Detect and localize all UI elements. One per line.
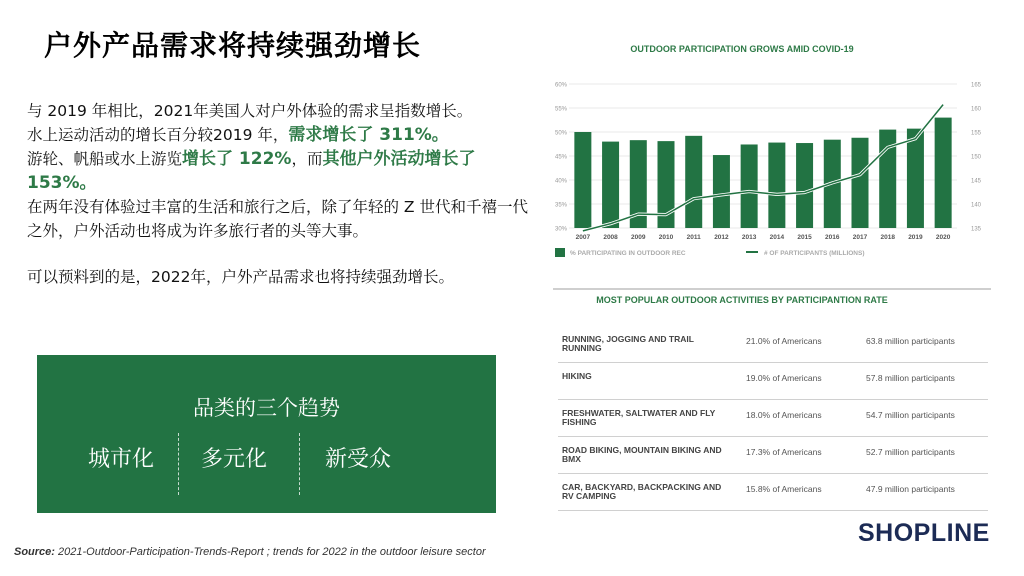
- source-text: 2021-Outdoor-Participation-Trends-Report ; trends for 2022 in the outdoor leisure sector: [54, 546, 486, 558]
- x-tick-label: 2015: [797, 234, 812, 241]
- legend-line-label: # OF PARTICIPANTS (MILLIONS): [764, 250, 865, 257]
- chart-divider: [553, 288, 991, 290]
- trend-urbanization: 城市化: [87, 447, 154, 472]
- y-left-tick-label: 40%: [554, 178, 567, 185]
- paragraph-5: 可以预料到的是，2022年，户外产品需求也将持续强劲增长。: [27, 268, 454, 286]
- legend-bar-swatch: [555, 248, 565, 257]
- x-tick-label: 2016: [825, 234, 840, 241]
- chart-title: OUTDOOR PARTICIPATION GROWS AMID COVID-19: [630, 44, 854, 54]
- y-right-tick-label: 145: [971, 178, 982, 185]
- body-text: [27, 99, 537, 289]
- y-right-tick-label: 160: [971, 106, 982, 113]
- y-right-tick-label: 135: [971, 226, 982, 233]
- x-tick-label: 2018: [880, 234, 895, 241]
- activity-percent: 19.0% of Americans: [746, 373, 822, 383]
- y-right-tick-label: 140: [971, 202, 982, 209]
- table-row: [558, 437, 988, 474]
- x-tick-label: 2011: [686, 234, 701, 241]
- activity-percent: 17.3% of Americans: [746, 447, 822, 457]
- y-left-tick-label: 55%: [554, 106, 567, 113]
- bar: [796, 143, 813, 228]
- chart-svg: [553, 76, 993, 286]
- y-right-tick-label: 155: [971, 130, 982, 137]
- activity-name: FRESHWATER, SALTWATER AND FLY FISHING: [562, 408, 716, 427]
- source-label: Source:: [14, 546, 55, 558]
- table-title: MOST POPULAR OUTDOOR ACTIVITIES BY PARTICIPANTION RATE: [596, 295, 888, 305]
- bar: [574, 132, 591, 228]
- x-tick-label: 2020: [935, 234, 951, 241]
- paragraph-2-text: 水上运动活动的增长百分较2019 年，: [27, 126, 289, 144]
- activity-percent: 21.0% of Americans: [746, 336, 822, 346]
- x-tick-label: 2017: [852, 234, 868, 241]
- activity-participants: 54.7 million participants: [866, 410, 955, 420]
- x-tick-label: 2014: [769, 234, 785, 241]
- activity-name: RUNNING, JOGGING AND TRAIL RUNNING: [562, 334, 694, 353]
- activity-percent: 18.0% of Americans: [746, 410, 822, 420]
- y-right-tick-label: 150: [971, 154, 982, 161]
- y-left-tick-label: 60%: [554, 82, 567, 89]
- x-tick-label: 2019: [908, 234, 923, 241]
- participation-chart: [553, 76, 993, 286]
- activity-name: CAR, BACKYARD, BACKPACKING AND RV CAMPING: [562, 482, 722, 501]
- paragraph-4: 在两年没有体验过丰富的生活和旅行之后，除了年轻的 Z 世代和千禧一代之外，户外活动也将成为许多旅行者的头等大事。: [27, 198, 528, 240]
- y-left-tick-label: 45%: [554, 154, 567, 161]
- x-tick-label: 2009: [631, 234, 646, 241]
- activity-name: ROAD BIKING, MOUNTAIN BIKING AND BMX: [562, 445, 722, 464]
- activity-participants: 47.9 million participants: [866, 484, 955, 494]
- x-tick-label: 2012: [714, 234, 729, 241]
- y-left-tick-label: 35%: [554, 202, 567, 209]
- slide-title: 户外产品需求将持续强劲增长: [44, 29, 422, 62]
- y-left-tick-label: 50%: [554, 130, 567, 137]
- activity-percent: 15.8% of Americans: [746, 484, 822, 494]
- trend-new-audience: 新受众: [324, 447, 391, 472]
- bar: [602, 142, 619, 228]
- activities-table: [558, 326, 988, 511]
- trends-title: 品类的三个趋势: [193, 396, 340, 420]
- paragraph-gap: [27, 243, 537, 265]
- table-row: [558, 363, 988, 400]
- paragraph-3-mid: ，而: [291, 150, 323, 168]
- table-row: [558, 326, 988, 363]
- activity-participants: 63.8 million participants: [866, 336, 955, 346]
- activity-name: HIKING: [562, 371, 592, 381]
- activity-participants: 57.8 million participants: [866, 373, 955, 383]
- x-tick-label: 2010: [658, 234, 674, 241]
- bar: [935, 118, 952, 228]
- paragraph-3-text: 游轮、帆船或水上游览: [27, 150, 183, 168]
- table-row: [558, 474, 988, 511]
- y-left-tick-label: 30%: [554, 226, 567, 233]
- x-tick-label: 2013: [741, 234, 757, 241]
- trends-box: [37, 355, 496, 513]
- bar: [768, 143, 785, 228]
- bar: [713, 155, 730, 228]
- paragraph-2: [27, 123, 537, 147]
- highlight-311: 需求增长了 311%。: [288, 125, 449, 145]
- x-tick-label: 2008: [603, 234, 618, 241]
- legend-bar-label: % PARTICIPATING IN OUTDOOR REC: [570, 250, 686, 257]
- paragraph-1: 与 2019 年相比，2021年美国人对户外体验的需求呈指数增长。: [27, 102, 473, 120]
- source-note: [14, 546, 486, 558]
- trend-diversification: 多元化: [200, 447, 267, 472]
- bar: [741, 144, 758, 228]
- activity-participants: 52.7 million participants: [866, 447, 955, 457]
- shopline-logo: SHOPLINE: [858, 519, 990, 547]
- x-tick-label: 2007: [575, 234, 591, 241]
- y-right-tick-label: 165: [971, 82, 982, 89]
- bar: [907, 129, 924, 228]
- bar: [685, 136, 702, 228]
- highlight-153: 其他户外活动增长了 153%。: [27, 149, 476, 193]
- table-row: [558, 400, 988, 437]
- highlight-122: 增长了 122%: [182, 149, 292, 169]
- bar: [852, 138, 869, 228]
- paragraph-3: [27, 147, 537, 195]
